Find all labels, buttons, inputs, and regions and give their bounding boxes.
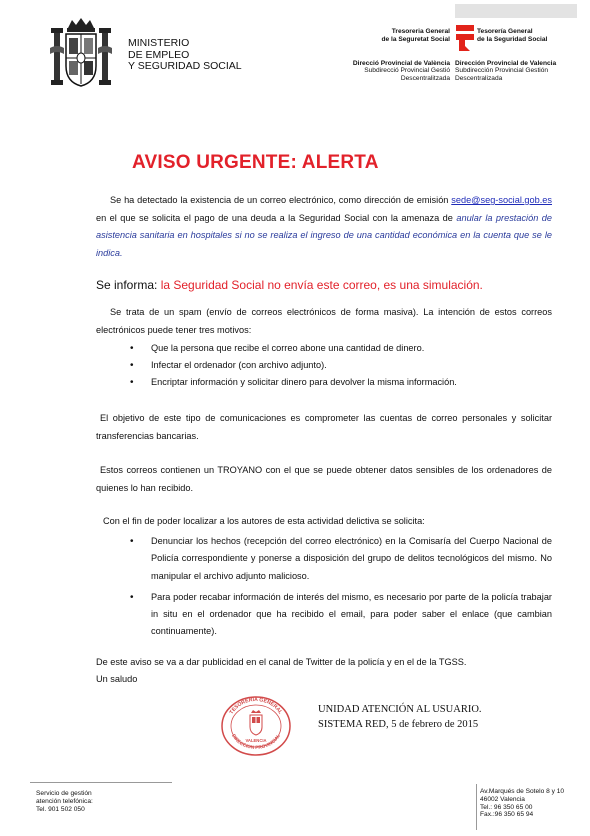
tgss-spanish-name: Tesorería General de la Seguridad Social <box>477 28 548 43</box>
spanish-coat-of-arms-logo <box>48 14 114 90</box>
signature-block: UNIDAD ATENCIÓN AL USUARIO. SISTEMA RED, 5 de febrero de 2015 <box>318 704 482 730</box>
tgss-logo-icon <box>455 24 475 52</box>
header-grey-bar <box>455 4 577 18</box>
stamp-mid-text: VALENCIA <box>245 738 267 743</box>
notice-line <box>96 278 483 292</box>
intro-paragraph <box>96 192 552 262</box>
list-item: • Que la persona que recibe el correo abone una cantidad de dinero. <box>130 340 550 357</box>
locate-paragraph: Con el fin de poder localizar a los autores de esta actividad delictiva se solicita: <box>103 516 425 526</box>
stamp-bottom-text: DIRECCION PROVINCIAL <box>230 733 282 751</box>
list-item: • Infectar el ordenador (con archivo adjunto). <box>130 357 550 374</box>
motives-list <box>130 340 550 391</box>
list-item: • Encriptar información y solicitar dinero para devolver la misma información. <box>130 374 550 391</box>
spam-paragraph: Se trata de un spam (envío de correos electrónicos de forma masiva). La intención de estos correos electrónicos puede tener tres motivos: <box>96 307 552 335</box>
ministry-name: MINISTERIO DE EMPLEO Y SEGURIDAD SOCIAL <box>128 37 242 72</box>
requests-list <box>130 533 552 645</box>
notice-label: Se informa: <box>96 278 158 292</box>
troyano-paragraph: Estos correos contienen un TROYANO con el que se puede obtener datos sensibles de los ordenadores de quienes lo han recibido. <box>96 465 552 493</box>
notice-text: la Seguridad Social no envía este correo, es una simulación. <box>160 278 483 292</box>
intro-text-1: Se ha detectado la existencia de un correo electrónico, como dirección de emisión <box>110 195 452 205</box>
stamp-top-text: TESORERIA GENERAL <box>228 697 284 716</box>
tgss-valencian-name: Tresoreria General de la Seguretat Social <box>381 28 450 43</box>
list-item: • Para poder recabar información de interés del mismo, es necesario por parte de la policía trabajar in situ en el ordenador que ha recibido el email, para poder saber el enlace (que cambian continuamente). <box>130 589 552 641</box>
intro-text-2: en el que se solicita el pago de una deuda a la Seguridad Social con la amenaza de <box>96 212 457 223</box>
direction-valencian: Direcció Provincial de València Subdirecció Provincial Gestió Descentralitzada <box>352 60 450 82</box>
objective-paragraph: El objetivo de este tipo de comunicaciones es comprometer las cuentas de correo personales y solicitar transferencias bancarias. <box>96 413 552 441</box>
publicity-paragraph: De este aviso se va a dar publicidad en el canal de Twitter de la policía y en el de la TGSS. <box>96 657 467 667</box>
footer-vertical-divider <box>476 784 477 830</box>
direction-spanish: Dirección Provincial de Valencia Subdirección Provincial Gestión Descentralizada <box>455 60 557 82</box>
sender-email-link[interactable]: sede@seg-social.gob.es <box>451 195 552 205</box>
list-item: • Denunciar los hechos (recepción del correo electrónico) en la Comisaría del Cuerpo Nacional de Policía correspondiente y ponerse a disposición del grupo de delitos tecnológicos del mismo. No manipular el archivo adjunto malicioso. <box>130 533 552 585</box>
intro-threat-text: anular la prestación de asistencia sanitaria en hospitales si no se realiza el ingreso de una cantidad económica en la cuenta que se le indica. <box>96 212 552 258</box>
footer-address: Av.Marqués de Sotelo 8 y 10 46002 Valencia Tel.: 96 350 65 00 Fax.:96 350 65 94 <box>480 788 565 819</box>
page-title: AVISO URGENTE: ALERTA <box>132 152 379 173</box>
footer-phone-service: Servicio de gestión atención telefónica: Tel. 901 502 050 <box>36 790 93 813</box>
greeting: Un saludo <box>96 674 138 684</box>
footer-divider <box>30 782 172 783</box>
official-stamp-seal <box>220 695 292 757</box>
